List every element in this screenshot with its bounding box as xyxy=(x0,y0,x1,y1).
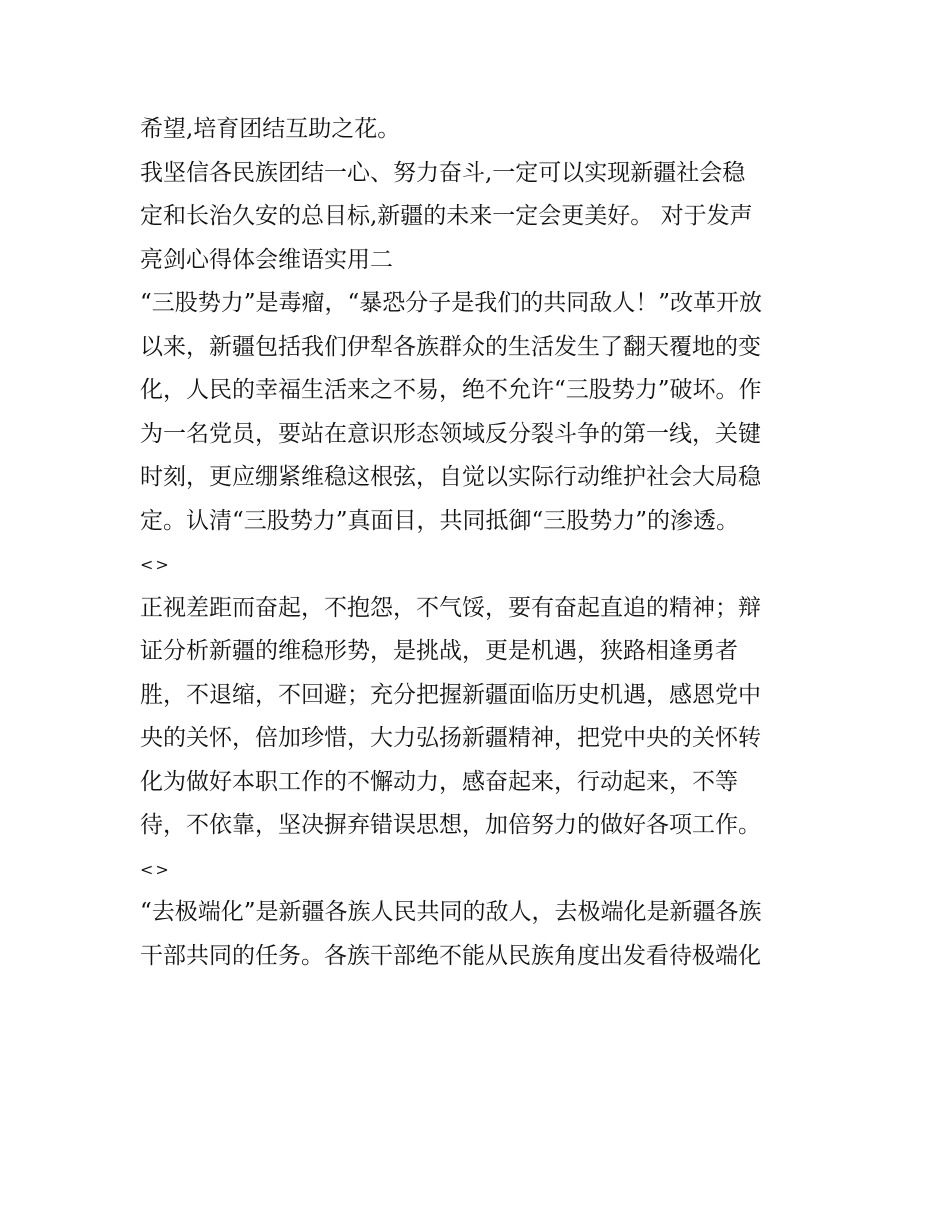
text-line: 证分析新疆的维稳形势，是挑战，更是机遇，狭路相逢勇者 xyxy=(140,638,738,664)
text-line: “三股势力”是毒瘤，“暴恐分子是我们的共同敌人！”改革开放 xyxy=(140,290,763,316)
text-line: 时刻，更应绷紧维稳这根弦，自觉以实际行动维护社会大局稳 xyxy=(140,464,761,490)
text-line: “去极端化”是新疆各族人民共同的敌人，去极端化是新疆各族 xyxy=(140,899,762,925)
text-line: 定。认清“三股势力”真面目，共同抵御“三股势力”的渗透。 xyxy=(140,507,740,534)
section-heading: 亮剑心得体会维语实用二 xyxy=(140,246,393,273)
text-line: 央的关怀，倍加珍惜，大力弘扬新疆精神，把党中央的关怀转 xyxy=(140,725,761,751)
separator-mark: <> xyxy=(140,859,171,879)
separator-mark: <> xyxy=(140,555,171,574)
text-line: 待，不依靠，坚决摒弃错误思想，加倍努力的做好各项工作。 xyxy=(140,812,761,838)
document-body xyxy=(140,108,830,978)
text-line: 化为做好本职工作的不懈动力，感奋起来，行动起来，不等 xyxy=(140,768,738,795)
text-line: 胜，不退缩，不回避；充分把握新疆面临历史机遇，感恩党中 xyxy=(140,681,761,708)
text-line: 以来，新疆包括我们伊犁各族群众的生活发生了翻天覆地的变 xyxy=(140,333,761,360)
text-line: 希望,培育团结互助之花。 xyxy=(140,116,401,142)
text-line: 定和长治久安的总目标,新疆的未来一定会更美好。 对于发声 xyxy=(140,203,753,229)
text-line: 干部共同的任务。各族干部绝不能从民族角度出发看待极端化 xyxy=(140,942,761,969)
text-line: 我坚信各民族团结一心、努力奋斗,一定可以实现新疆社会稳 xyxy=(140,159,746,186)
text-line: 为一名党员，要站在意识形态领域反分裂斗争的第一线，关键 xyxy=(140,420,761,447)
text-line: 化，人民的幸福生活来之不易，绝不允许“三股势力”破坏。作 xyxy=(140,377,762,403)
text-line: 正视差距而奋起，不抱怨，不气馁，要有奋起直追的精神；辩 xyxy=(140,594,761,621)
